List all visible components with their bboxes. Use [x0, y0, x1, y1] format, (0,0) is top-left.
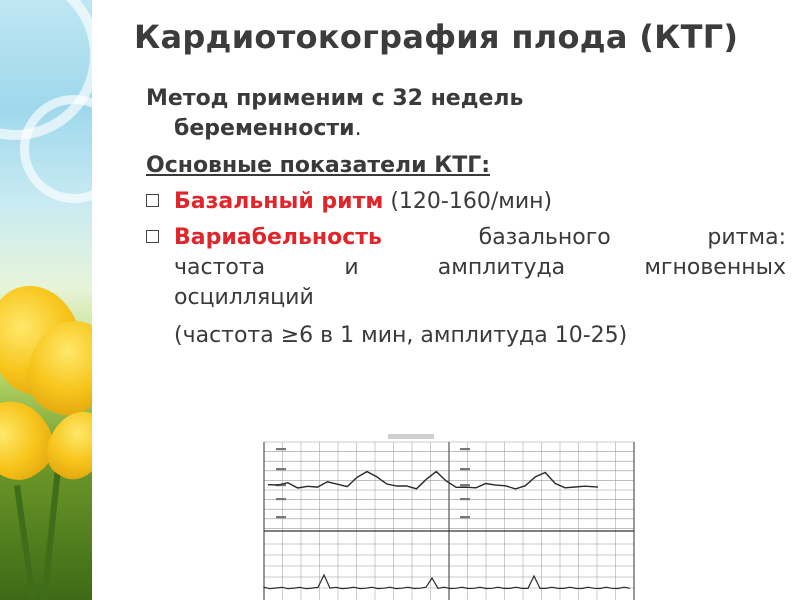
ctg-tick-mark	[276, 448, 286, 450]
checkbox-bullet-icon	[146, 230, 159, 243]
method-line-2-tail: .	[354, 116, 362, 141]
bullet-term: Базальный ритм	[174, 189, 384, 214]
slide-content	[146, 84, 786, 351]
ctg-header-tab	[388, 434, 434, 439]
indicators-heading: Основные показатели КТГ:	[146, 153, 491, 178]
flower-stem	[41, 470, 61, 600]
method-line-2	[146, 114, 786, 144]
ctg-tick-mark	[460, 498, 470, 500]
variability-note: (частота ≥6 в 1 мин, амплитуда 10-25)	[174, 323, 628, 348]
bullet-rest: (120-160/мин)	[383, 189, 553, 214]
decorative-flower-strip	[0, 0, 92, 600]
bullet-basal-rhythm	[146, 187, 786, 217]
ctg-tick-mark	[276, 516, 286, 518]
bullet-line-3: осцилляций	[174, 285, 314, 310]
slide-title: Кардиотокография плода (КТГ)	[134, 18, 739, 56]
bullet-rest: базального ритма:	[381, 225, 786, 250]
flower-stem	[14, 485, 36, 600]
ctg-tracing-figure	[258, 432, 638, 600]
ctg-tick-mark	[460, 468, 470, 470]
bullet-term: Вариабельность	[174, 225, 382, 250]
ctg-grid	[264, 434, 634, 600]
ctg-tick-mark	[460, 516, 470, 518]
bullet-line-2: частота и амплитуда мгновенных	[174, 255, 786, 280]
bullet-line-1	[174, 223, 786, 253]
ctg-tick-mark	[460, 484, 470, 486]
ctg-tick-mark	[460, 448, 470, 450]
checkbox-bullet-icon	[146, 194, 159, 207]
ctg-tick-mark	[276, 468, 286, 470]
ctg-background	[258, 432, 638, 600]
bullet-variability	[146, 223, 786, 313]
method-line-2-bold: беременности	[174, 116, 355, 141]
ctg-tick-mark	[276, 498, 286, 500]
method-line-1: Метод применим с 32 недель	[146, 86, 524, 111]
